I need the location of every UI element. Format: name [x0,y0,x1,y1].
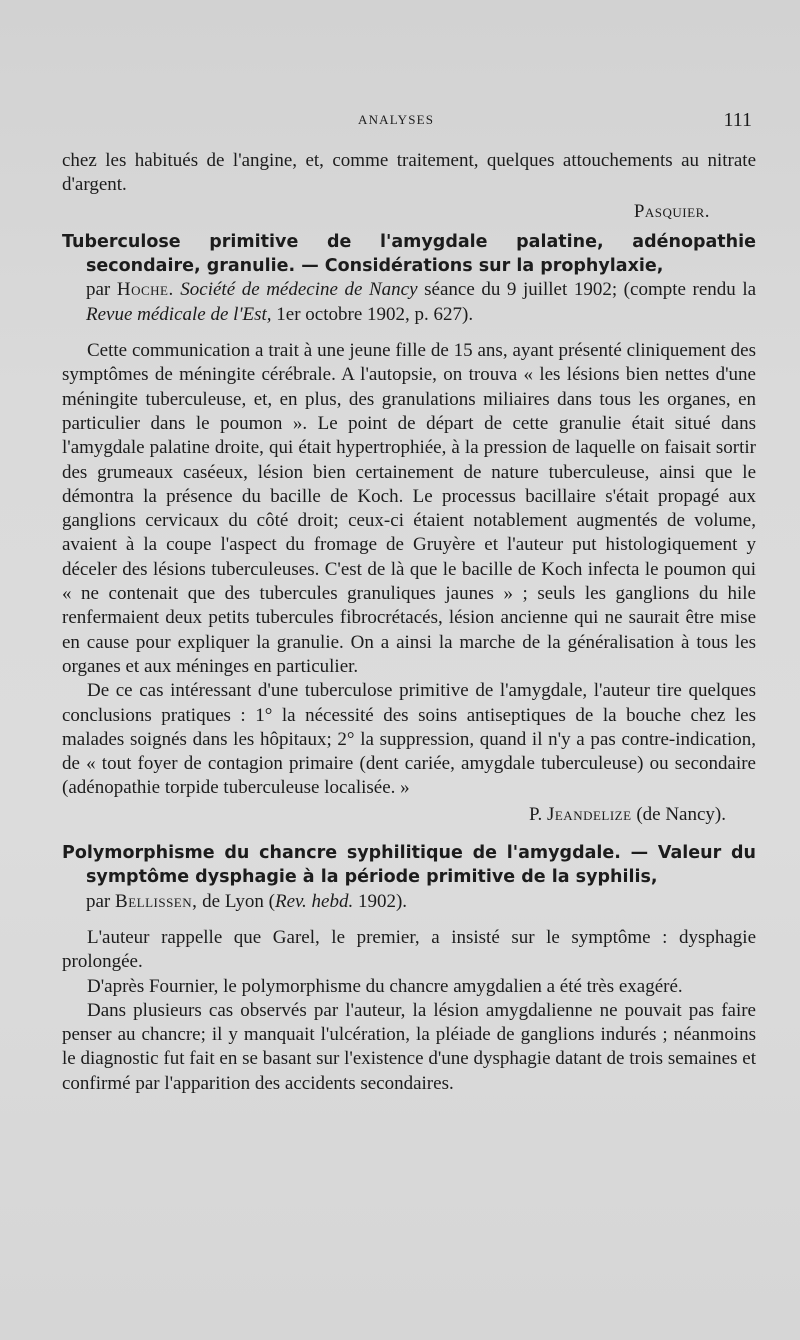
article-1-society: Société de médecine de Nancy [180,279,418,301]
article-2-source [62,890,756,914]
article-2-journal: Rev. hebd. [274,890,354,912]
page-number: 111 [723,109,752,131]
article-1-paragraph-1: Cette communication a trait à une jeune fille de 15 ans, ayant présenté cliniquement des symptômes de méningite cérébrale. A l'autopsie, on trouva « les lésions bien nettes d'une méningite tuberculeuse, et, en plus, des granulations miliaires dans tous les organes, en particulier dans le poumon ». Le point de départ de cette granulie était situé dans l'amygdale palatine droite, qui était hypertrophiée, à la pression de laquelle on faisait sortir des grumeaux caséeux, lésion bien certainement de nature tuberculeuse, ainsi que le démontra la présence du bacille de Koch. Le processus bacillaire s'était propagé aux ganglions cervicaux du côté droit; ceux-ci étaient notablement augmentés de volume, avaient à la coupe l'aspect du fromage de Gruyère et l'auteur put histologiquement y déceler des lésions tuberculeuses. C'est de là que le bacille de Koch infecta le poumon qui « ne contenait que des tubercules granuliques jaunes » ; seuls les ganglions du hile renfermaient deux petits tubercules fibrocrétacés, lésion ancienne qui ne saurait être mise en cause pour expliquer la granulie. On a ainsi la marche de la généralisation à tous les organes et aux méninges en particulier. [62,340,756,677]
article-1-date: 1er octobre 1902, p. 627). [276,303,474,325]
article-2-title: Polymorphisme du chancre syphilitique de l'amygdale. — Valeur du symptôme dysphagie à la période primitive de la syphilis, [62,843,756,888]
article-1-signature [62,803,756,827]
article-2-paragraph-3: Dans plusieurs cas observés par l'auteur, la lésion amygdalienne ne pouvait pas faire penser au chancre; il y manquait l'ulcération, la pléiade de ganglions indurés ; néanmoins le diagnostic fut fait en se basant sur l'existence d'une dysphagie datant de trois semaines et confirmé par l'apparition des accidents secondaires. [62,999,756,1094]
article-1-title: Tuberculose primitive de l'amygdale palatine, adénopathie secondaire, granulie. — Considérations sur la prophylaxie, [62,231,756,277]
article-1-source-prefix: par [86,279,111,301]
preceding-paragraph: chez les habitués de l'angine, et, comme traitement, quelques attouchements au nitrate d'argent. [62,150,756,196]
preceding-author-signature: Pasquier. [633,200,710,222]
section-title: ANALYSES [358,112,435,127]
running-head [62,102,756,134]
article-1-signature-initial: P. [529,803,543,825]
article-1-journal: Revue médicale de l'Est, [86,303,272,325]
article-2-source-prefix: par [86,890,111,912]
article-2-place: de Lyon ( [202,890,275,912]
article-1-signature-place: (de Nancy). [636,803,726,825]
article-1-signature-name: Jeandelize [546,803,632,825]
article-1-session: séance du 9 juillet 1902; (compte rendu la [424,279,757,301]
page-text [62,102,756,1096]
article-1-source [62,278,756,327]
article-1-paragraph-2: De ce cas intéressant d'une tuberculose primitive de l'amygdale, l'auteur tire quelques conclusions pratiques : 1° la nécessité des soins antiseptiques de la bouche chez les malades soignés dans les hôpitaux; 2° la suppression, quand il n'y a pas contre-indication, de « tout foyer de contagion primaire (dent cariée, amygdale tuberculeuse) ou secondaire (adénopathie torpide tuberculeuse localisée. » [62,680,756,799]
article-1-author: Hoche. [116,279,174,301]
article-2-paragraph-2: D'après Fournier, le polymorphisme du chancre amygdalien a été très exagéré. [87,975,683,997]
article-2-year: 1902). [357,890,408,912]
article-2-author: Bellissen, [115,890,198,912]
article-2-paragraph-1: L'auteur rappelle que Garel, le premier, a insisté sur le symptôme : dysphagie prolongée. [62,926,756,973]
